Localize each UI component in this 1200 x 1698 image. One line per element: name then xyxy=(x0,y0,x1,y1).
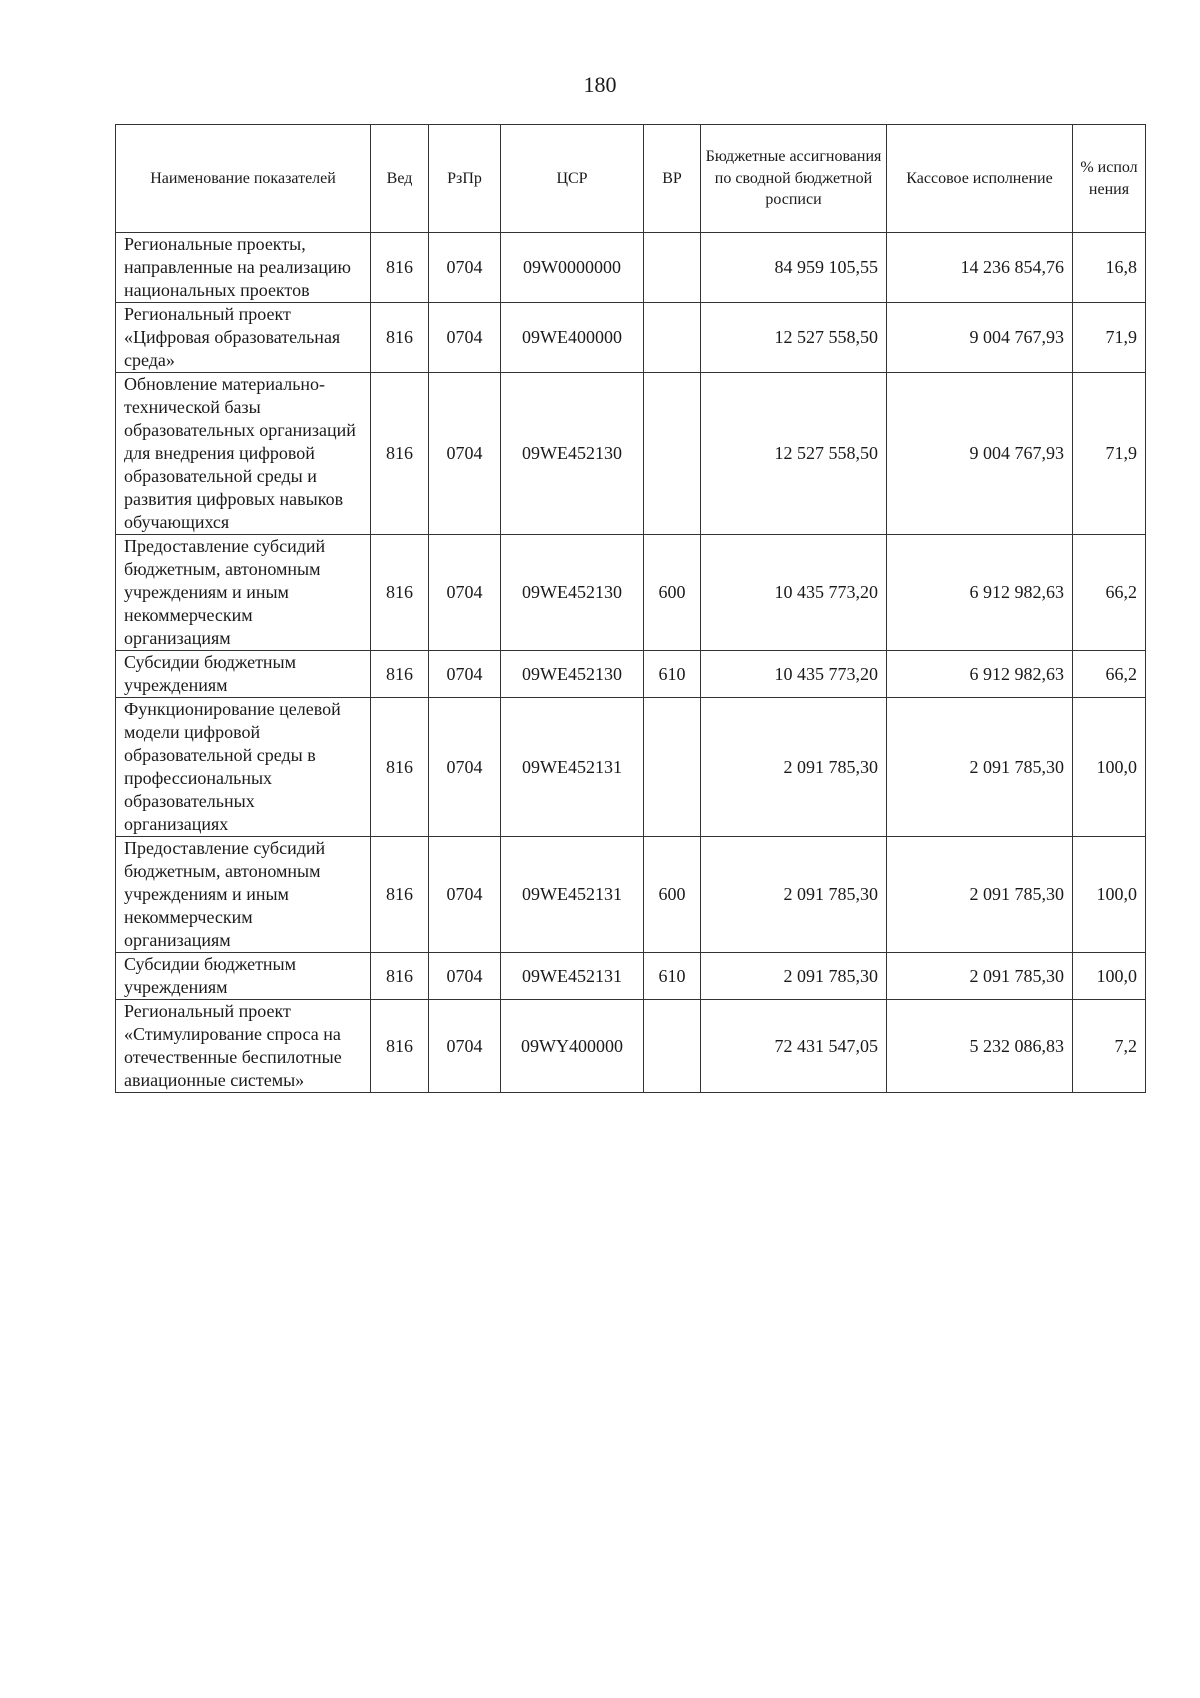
cell-rzpr: 0704 xyxy=(429,535,501,651)
cell-rzpr: 0704 xyxy=(429,373,501,535)
table-header-row xyxy=(116,125,1146,233)
table-row xyxy=(116,953,1146,1000)
cell-execution: 2 091 785,30 xyxy=(887,953,1073,1000)
cell-vr xyxy=(644,233,701,303)
cell-budget: 2 091 785,30 xyxy=(701,698,887,837)
cell-name: Предоставление субсидий бюджетным, автономным учреждениям и иным некоммерческим организациям xyxy=(116,837,371,953)
cell-ved: 816 xyxy=(371,535,429,651)
cell-budget: 10 435 773,20 xyxy=(701,651,887,698)
cell-ved: 816 xyxy=(371,651,429,698)
cell-vr xyxy=(644,303,701,373)
header-execution: Кассовое исполнение xyxy=(887,125,1073,233)
cell-execution: 6 912 982,63 xyxy=(887,535,1073,651)
cell-budget: 72 431 547,05 xyxy=(701,1000,887,1093)
cell-percent: 66,2 xyxy=(1073,651,1146,698)
cell-vr: 610 xyxy=(644,953,701,1000)
cell-execution: 5 232 086,83 xyxy=(887,1000,1073,1093)
cell-execution: 9 004 767,93 xyxy=(887,303,1073,373)
cell-rzpr: 0704 xyxy=(429,698,501,837)
cell-csr: 09WE452131 xyxy=(501,698,644,837)
cell-percent: 100,0 xyxy=(1073,698,1146,837)
cell-csr: 09WE452130 xyxy=(501,535,644,651)
cell-rzpr: 0704 xyxy=(429,837,501,953)
cell-budget: 2 091 785,30 xyxy=(701,953,887,1000)
table-row xyxy=(116,698,1146,837)
cell-rzpr: 0704 xyxy=(429,953,501,1000)
page-number: 180 xyxy=(583,72,617,97)
cell-percent: 66,2 xyxy=(1073,535,1146,651)
cell-csr: 09WE452131 xyxy=(501,953,644,1000)
cell-ved: 816 xyxy=(371,233,429,303)
cell-rzpr: 0704 xyxy=(429,651,501,698)
cell-budget: 2 091 785,30 xyxy=(701,837,887,953)
header-csr: ЦСР xyxy=(501,125,644,233)
cell-name: Региональный проект «Цифровая образовательная среда» xyxy=(116,303,371,373)
cell-csr: 09WE452131 xyxy=(501,837,644,953)
cell-csr: 09WY400000 xyxy=(501,1000,644,1093)
table-row xyxy=(116,303,1146,373)
header-rzpr: РзПр xyxy=(429,125,501,233)
cell-vr xyxy=(644,1000,701,1093)
table-row xyxy=(116,233,1146,303)
cell-execution: 14 236 854,76 xyxy=(887,233,1073,303)
cell-ved: 816 xyxy=(371,373,429,535)
cell-percent: 16,8 xyxy=(1073,233,1146,303)
cell-ved: 816 xyxy=(371,698,429,837)
cell-name: Предоставление субсидий бюджетным, автономным учреждениям и иным некоммерческим организациям xyxy=(116,535,371,651)
table-row xyxy=(116,651,1146,698)
cell-vr xyxy=(644,373,701,535)
cell-execution: 6 912 982,63 xyxy=(887,651,1073,698)
table-row xyxy=(116,1000,1146,1093)
cell-name: Региональный проект «Стимулирование спроса на отечественные беспилотные авиационные системы» xyxy=(116,1000,371,1093)
cell-ved: 816 xyxy=(371,953,429,1000)
cell-execution: 2 091 785,30 xyxy=(887,698,1073,837)
header-budget: Бюджетные ассигнования по сводной бюджетной росписи xyxy=(701,125,887,233)
cell-percent: 71,9 xyxy=(1073,373,1146,535)
cell-name: Субсидии бюджетным учреждениям xyxy=(116,953,371,1000)
cell-budget: 12 527 558,50 xyxy=(701,303,887,373)
cell-csr: 09WE452130 xyxy=(501,651,644,698)
header-name: Наименование показателей xyxy=(116,125,371,233)
header-vr: ВР xyxy=(644,125,701,233)
header-ved: Вед xyxy=(371,125,429,233)
table-row xyxy=(116,373,1146,535)
cell-name: Обновление материально-технической базы образовательных организаций для внедрения цифровой образовательной среды и развития цифровых навыков обучающихся xyxy=(116,373,371,535)
cell-percent: 100,0 xyxy=(1073,837,1146,953)
cell-ved: 816 xyxy=(371,303,429,373)
cell-name: Функционирование целевой модели цифровой образовательной среды в профессиональных образовательных организациях xyxy=(116,698,371,837)
budget-execution-table xyxy=(115,124,1146,1093)
cell-vr xyxy=(644,698,701,837)
cell-execution: 2 091 785,30 xyxy=(887,837,1073,953)
cell-vr: 600 xyxy=(644,837,701,953)
cell-csr: 09WE452130 xyxy=(501,373,644,535)
table-row xyxy=(116,837,1146,953)
cell-budget: 10 435 773,20 xyxy=(701,535,887,651)
cell-execution: 9 004 767,93 xyxy=(887,373,1073,535)
cell-csr: 09W0000000 xyxy=(501,233,644,303)
cell-csr: 09WE400000 xyxy=(501,303,644,373)
cell-rzpr: 0704 xyxy=(429,303,501,373)
cell-percent: 71,9 xyxy=(1073,303,1146,373)
table-row xyxy=(116,535,1146,651)
cell-percent: 7,2 xyxy=(1073,1000,1146,1093)
cell-ved: 816 xyxy=(371,837,429,953)
cell-budget: 12 527 558,50 xyxy=(701,373,887,535)
cell-budget: 84 959 105,55 xyxy=(701,233,887,303)
header-percent: % испол нения xyxy=(1073,125,1146,233)
cell-rzpr: 0704 xyxy=(429,1000,501,1093)
cell-ved: 816 xyxy=(371,1000,429,1093)
cell-name: Региональные проекты, направленные на реализацию национальных проектов xyxy=(116,233,371,303)
cell-vr: 600 xyxy=(644,535,701,651)
cell-vr: 610 xyxy=(644,651,701,698)
cell-name: Субсидии бюджетным учреждениям xyxy=(116,651,371,698)
cell-percent: 100,0 xyxy=(1073,953,1146,1000)
cell-rzpr: 0704 xyxy=(429,233,501,303)
